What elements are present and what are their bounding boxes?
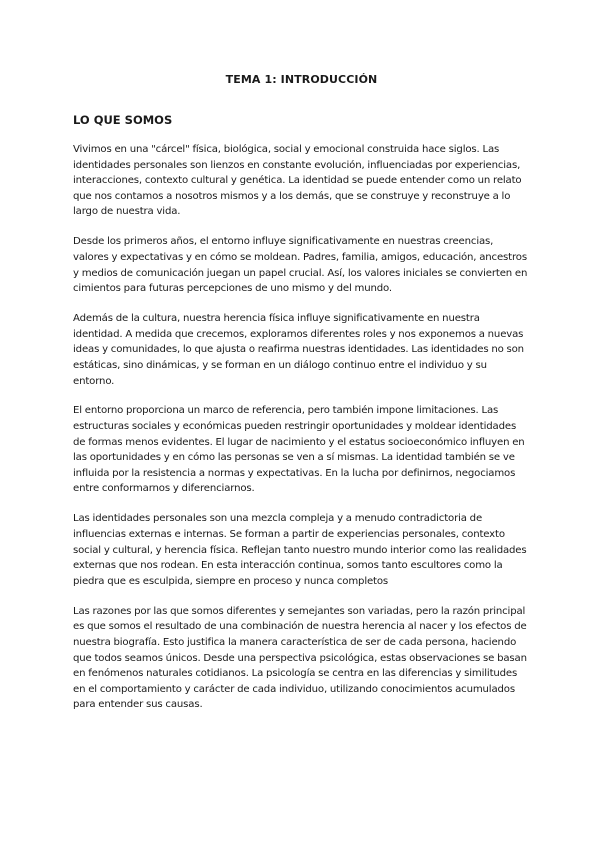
- document-title: TEMA 1: INTRODUCCIÓN: [225, 73, 378, 86]
- section-heading: LO QUE SOMOS: [73, 113, 173, 127]
- paragraph-4: El entorno proporciona un marco de referencia, pero también impone limitaciones. Las estructuras sociales y económicas pueden restringir oportunidades y moldear identidades de formas menos evidentes. El lugar de nacimiento y el estatus socioeconómico influyen en las oportunidades y en cómo las personas se ven a sí mismas. La identidad también se ve influida por la resistencia a normas y expectativas. En la lucha por definirnos, negociamos entre conformarnos y diferenciarnos.: [73, 405, 525, 495]
- paragraph-1: Vivimos en una "cárcel" física, biológica, social y emocional construida hace siglos. Las identidades personales son lienzos en constante evolución, influenciadas por experiencias, interacciones, contexto cultural y genética. La identidad se puede entender como un relato que nos contamos a nosotros mismos y a los demás, que se construye y reconstruye a lo largo de nuestra vida.: [73, 144, 522, 218]
- paragraph-3: Además de la cultura, nuestra herencia física influye significativamente en nuestra identidad. A medida que crecemos, exploramos diferentes roles y nos exponemos a nuevas ideas y comunidades, lo que ajusta o reafirma nuestras identidades. Las identidades no son estáticas, sino dinámicas, y se forman en un diálogo continuo entre el individuo y su entorno.: [73, 313, 524, 387]
- paragraph-5: Las identidades personales son una mezcla compleja y a menudo contradictoria de influencias externas e internas. Se forman a partir de experiencias personales, contexto social y cultural, y herencia física. Reflejan tanto nuestro mundo interior como las realidades externas que nos rodean. En esta interacción continua, somos tanto escultores como la piedra que es esculpida, siempre en proceso y nunca completos: [73, 513, 527, 587]
- paragraph-6: Las razones por las que somos diferentes y semejantes son variadas, pero la razón principal es que somos el resultado de una combinación de nuestra herencia al nacer y los efectos de nuestra biografía. Esto justifica la manera característica de ser de cada persona, haciendo que todos seamos únicos. Desde una perspectiva psicológica, estas observaciones se basan en fenómenos naturales cotidianos. La psicología se centra en las diferencias y similitudes en el comportamiento y carácter de cada individuo, utilizando conocimientos acumulados para entender sus causas.: [73, 605, 527, 711]
- paragraph-2: Desde los primeros años, el entorno influye significativamente en nuestras creencias, valores y expectativas y en cómo se moldean. Padres, familia, amigos, educación, ancestros y medios de comunicación juegan un papel crucial. Así, los valores iniciales se convierten en cimientos para futuras percepciones de uno mismo y del mundo.: [73, 236, 528, 295]
